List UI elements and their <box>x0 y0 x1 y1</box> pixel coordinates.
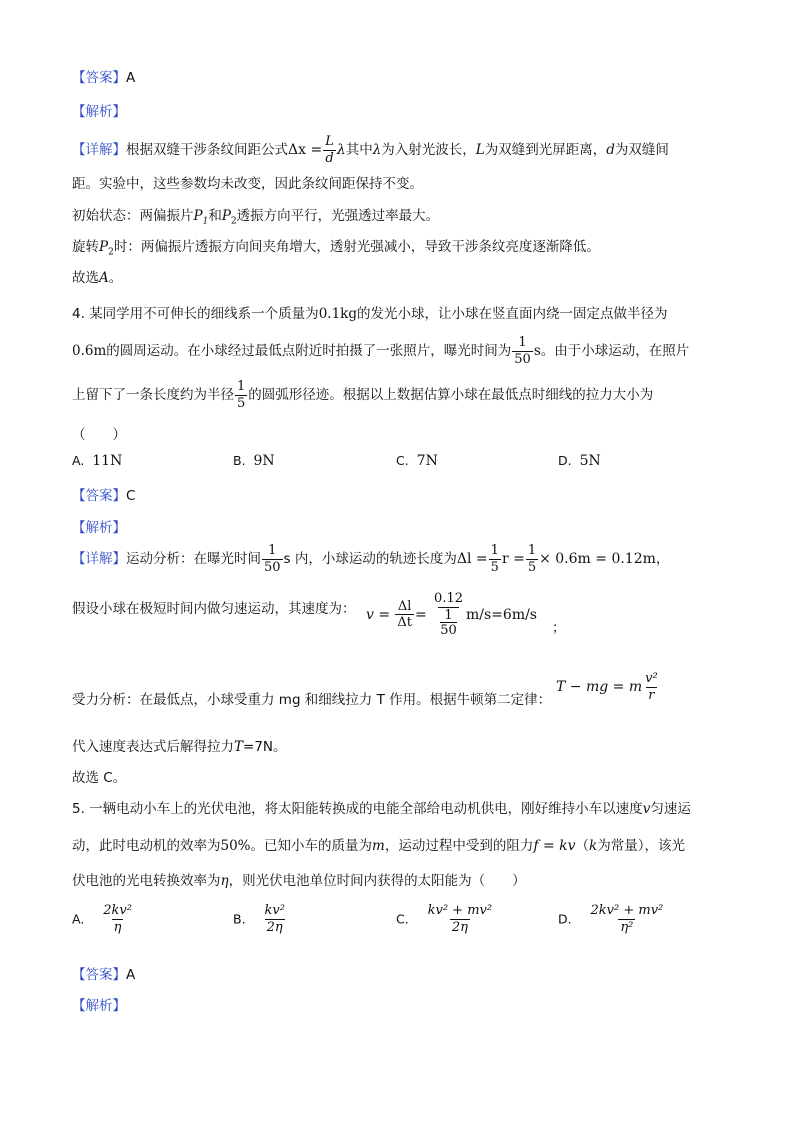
frac-den: 50 <box>264 559 281 575</box>
text: 时：两偏振片透振方向间夹角增大，透射光强减小，导致干涉条纹亮度逐渐降低。 <box>113 239 600 255</box>
q3-rotate <box>72 235 600 258</box>
q3-answer-line <box>72 66 135 86</box>
mass-value: 0.1kg <box>318 306 357 322</box>
frac-num: v² <box>645 671 658 686</box>
q4-option-a[interactable] <box>72 453 122 469</box>
q3-initial-state <box>72 204 439 227</box>
inner-num: 1 <box>444 607 453 623</box>
text: 某同学用不可伸长的细线系一个质量为 <box>89 306 319 322</box>
frac-den: 5 <box>527 559 537 575</box>
delta-l: Δl = <box>456 551 488 568</box>
q5-option-c[interactable] <box>396 904 495 934</box>
semicolon: ； <box>552 620 566 636</box>
text: 。已知小车的质量为 <box>250 838 373 854</box>
text: 。 <box>108 270 123 286</box>
option-fraction <box>262 904 286 934</box>
text: 故选 <box>72 270 99 286</box>
text: 动，此时电动机的效率为 <box>72 838 221 854</box>
radius-fraction <box>235 380 247 410</box>
r-equals: r = <box>501 551 525 568</box>
frac-den: 50 <box>514 351 531 367</box>
option-label: C. <box>396 453 409 468</box>
text: 匀速运 <box>650 801 691 817</box>
question-number: 5. <box>72 801 85 817</box>
q5-option-d[interactable] <box>558 904 666 934</box>
drag-formula: f = kv <box>533 838 576 854</box>
frac-num: 1 <box>237 379 246 394</box>
P-symbol: P <box>221 208 231 224</box>
text: 上留下了一条长度约为半径 <box>72 387 234 404</box>
frac-den: η² <box>620 919 634 935</box>
frac-num: 1 <box>518 335 527 350</box>
newton-lhs: T − mg = m <box>556 679 643 696</box>
frac-num: Δl <box>397 598 412 614</box>
subscript: 2 <box>108 247 114 258</box>
frac-den: 2η <box>266 919 283 935</box>
text: 运动分析：在曝光时间 <box>126 551 261 568</box>
frac-den: 5 <box>237 395 246 411</box>
text: （ <box>575 838 590 854</box>
q5-analysis-tag: 【解析】 <box>72 998 126 1014</box>
text: =7N。 <box>243 739 287 755</box>
option-fraction <box>426 904 494 934</box>
formula-lhs: Δx = <box>288 142 323 159</box>
k-symbol: k <box>589 838 598 854</box>
answer-value: A <box>126 70 136 86</box>
formula-fraction <box>323 135 336 165</box>
option-fraction <box>101 904 134 934</box>
text: 初始状态：两偏振片 <box>72 208 194 224</box>
text: 的圆周运动。在小球经过最低点附近时拍摄了一张照片，曝光时间为 <box>106 343 512 360</box>
option-fraction <box>589 904 666 934</box>
q5-stem-line2 <box>72 834 685 854</box>
option-label: A. <box>72 911 85 927</box>
newton-formula <box>556 672 661 702</box>
answer-tag: 【答案】 <box>72 70 126 86</box>
q4-stem-line2 <box>72 336 689 366</box>
q4-detail-line3 <box>72 688 551 708</box>
frac-num: 2kv² + mv² <box>590 903 664 918</box>
option-label: D. <box>558 911 572 927</box>
frac-num: 1 <box>490 543 499 558</box>
text: 根据双缝干涉条纹间距公式 <box>126 142 288 159</box>
T-symbol: T <box>234 739 244 755</box>
text: ，则光伏电池单位时间内获得的太阳能为（ ） <box>228 873 526 889</box>
text: 旋转 <box>72 239 99 255</box>
frac-den <box>438 607 459 638</box>
answer-value: A <box>126 967 136 983</box>
unit: s <box>533 343 541 360</box>
subscript: 1 <box>202 216 209 227</box>
eta-symbol: η <box>220 873 229 889</box>
answer-tag: 【答案】 <box>72 967 126 983</box>
velocity-formula <box>366 592 537 638</box>
exposure-fraction <box>262 544 283 574</box>
text: 透振方向平行，光强透过率最大。 <box>236 208 440 224</box>
option-letter: A <box>99 270 109 286</box>
option-label: B. <box>233 453 246 468</box>
answer-tag: 【答案】 <box>72 488 126 504</box>
q4-answer-line <box>72 484 135 504</box>
frac-num: 2kv² <box>103 903 132 918</box>
q4-stem-line1 <box>72 302 667 322</box>
v-symbol: v <box>642 801 651 817</box>
frac-num: 0.12 <box>434 591 463 606</box>
text: 为双缝间 <box>614 142 669 159</box>
q4-stem-line3 <box>72 380 653 410</box>
detail-tag: 【详解】 <box>72 142 126 159</box>
frac-den: r <box>648 687 655 703</box>
text: 其中 <box>345 142 373 159</box>
velocity-compound-fraction <box>432 592 465 638</box>
q5-answer-line <box>72 963 135 983</box>
q4-option-b[interactable] <box>233 453 275 469</box>
option-label: D. <box>558 453 572 468</box>
L-symbol: L <box>475 142 485 159</box>
q5-stem-line3 <box>72 869 526 889</box>
fifth-fraction <box>489 544 501 574</box>
q5-option-b[interactable] <box>233 904 288 934</box>
length-result: × 0.6m = 0.12m <box>539 551 656 568</box>
formula-lambda: λ <box>336 142 346 159</box>
text: 伏电池的光电转换效率为 <box>72 873 221 889</box>
text: 为常量），该光 <box>597 838 685 854</box>
frac-num: kv² <box>264 903 285 918</box>
radius-value: 0.6m <box>72 343 107 360</box>
q4-detail-line1 <box>72 544 669 574</box>
option-value: 7N <box>416 453 438 469</box>
q4-option-d[interactable] <box>558 453 601 469</box>
q4-conclusion: 故选 C。 <box>72 770 127 786</box>
text: 代入速度表达式后解得拉力 <box>72 739 234 755</box>
option-label: C. <box>396 911 409 927</box>
frac-num: kv² + mv² <box>427 903 493 918</box>
frac-den: Δt <box>397 615 413 631</box>
text: ，运动过程中受到的阻力 <box>384 838 534 854</box>
q4-option-c[interactable] <box>396 453 438 469</box>
text: 为双缝到光屏距离， <box>484 142 607 159</box>
d-symbol: d <box>606 142 615 159</box>
text: 一辆电动小车上的光伏电池，将太阳能转换成的电能全部给电动机供电，刚好维持小车以速度 <box>89 801 643 817</box>
option-value: 5N <box>579 453 601 469</box>
detail-tag: 【详解】 <box>72 551 126 568</box>
option-value: 11N <box>92 453 123 469</box>
q5-option-a[interactable] <box>72 904 135 934</box>
option-label: A. <box>72 453 85 468</box>
option-value: 9N <box>253 453 275 469</box>
exposure-fraction <box>512 336 533 366</box>
frac-den: d <box>325 150 334 166</box>
q3-detail-line2: 距。实验中，这些参数均未改变，因此条纹间距保持不变。 <box>72 176 423 192</box>
q3-analysis-tag: 【解析】 <box>72 104 126 120</box>
text: 受力分析：在最低点，小球受重力 mg 和细线拉力 T 作用。根据牛顿第二定律： <box>72 692 552 708</box>
P-symbol: P <box>193 208 203 224</box>
fifth-fraction <box>526 544 538 574</box>
option-label: B. <box>233 911 246 927</box>
equals: = <box>415 606 427 623</box>
text: 为入射光波长， <box>381 142 476 159</box>
q4-blank: （ ） <box>72 427 126 443</box>
v-lhs: v = <box>366 606 391 623</box>
frac-num: 1 <box>268 543 277 558</box>
text: 和 <box>208 208 222 224</box>
answer-value: C <box>126 488 136 504</box>
frac-num: 1 <box>527 543 537 558</box>
q5-stem-line1 <box>72 797 691 817</box>
inner-den: 50 <box>440 623 457 639</box>
frac-num: L <box>325 134 334 149</box>
velocity-fraction <box>395 600 414 630</box>
subscript: 2 <box>230 216 237 227</box>
text: ， <box>655 551 670 568</box>
m-symbol: m <box>372 838 385 854</box>
text: 的发光小球，让小球在竖直面内绕一固定点做半径为 <box>356 306 668 322</box>
q3-conclusion <box>72 266 122 286</box>
frac-den: 5 <box>490 559 499 575</box>
text: s 内，小球运动的轨迹长度为 <box>283 551 457 568</box>
P-symbol: P <box>99 239 109 255</box>
q4-detail-line2 <box>72 598 356 620</box>
text: 。由于小球运动，在照片 <box>540 343 690 360</box>
q4-analysis-tag: 【解析】 <box>72 520 126 536</box>
lambda-symbol: λ <box>372 142 382 159</box>
newton-fraction <box>643 672 660 702</box>
text: 假设小球在极短时间内做匀速运动，其速度为： <box>72 601 356 617</box>
q3-detail-line1 <box>72 135 669 165</box>
q4-detail-line4 <box>72 735 287 755</box>
velocity-result: m/s=6m/s <box>466 606 537 623</box>
efficiency-value: 50% <box>220 838 251 854</box>
frac-den: η <box>113 919 122 935</box>
question-number: 4. <box>72 306 85 322</box>
frac-den: 2η <box>451 919 468 935</box>
text: 的圆弧形径迹。根据以上数据估算小球在最低点时细线的拉力大小为 <box>248 387 654 404</box>
